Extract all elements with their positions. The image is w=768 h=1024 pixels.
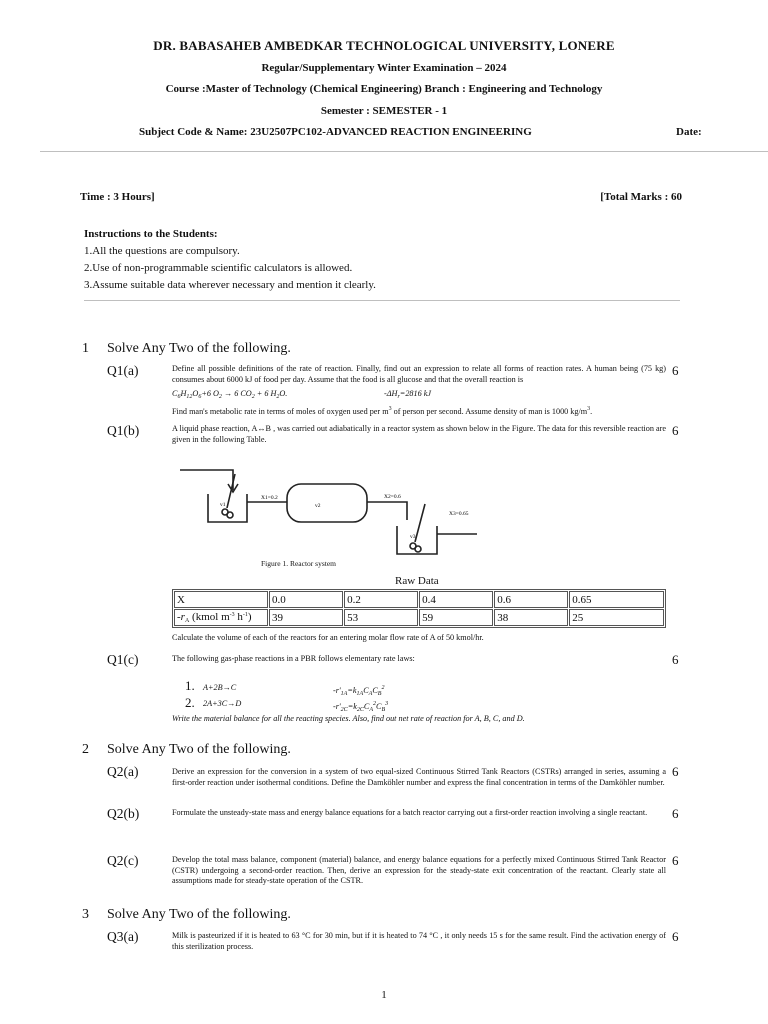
table-cell: 0.4 (419, 591, 493, 608)
instruction-item: 1.All the questions are compulsory. (84, 245, 240, 257)
university-name: DR. BABASAHEB AMBEDKAR TECHNOLOGICAL UNIVERSITY, LONERE (153, 38, 615, 53)
raw-data-table (172, 589, 666, 628)
question-label: Q1(a) (107, 363, 139, 378)
table-cell: 38 (494, 609, 568, 626)
x2-label: X2=0.6 (384, 494, 401, 500)
course-line: Course :Master of Technology (Chemical Engineering) Branch : Engineering and Technology (165, 83, 603, 95)
question-label: Q3(a) (107, 929, 139, 944)
v1-label: v1 (220, 502, 226, 508)
total-marks-label: [Total Marks : 60 (600, 191, 682, 203)
question-text: Derive an expression for the conversion in a system of two equal-sized Continuous Stirred Tank Reactors (CSTRs) arranged in series, assuming a first-order reaction under isothermal conditions. Define the Damköhler number and express the final concentration in terms of the Damköhler number. (172, 767, 666, 787)
instruction-item: 2.Use of non-programmable scientific calculators is allowed. (84, 262, 353, 274)
question-label: Q1(c) (107, 652, 139, 667)
figure-caption: Figure 1. Reactor system (261, 559, 336, 568)
reaction-number: 1. (185, 678, 195, 693)
question-text-continued: Calculate the volume of each of the reactors for an entering molar flow rate of A of 50 kmol/hr. (172, 633, 484, 642)
v2-label: v2 (315, 503, 321, 509)
subject-line: Subject Code & Name: 23U2507PC102-ADVANCED REACTION ENGINEERING (139, 126, 532, 138)
reaction-equation: 2A+3C→D (203, 699, 242, 708)
table-cell: 0.0 (269, 591, 343, 608)
question-text: Develop the total mass balance, component (material) balance, and energy balance equations for a perfectly mixed Continuous Stirred Tank Reactor (CSTR) undergoing a second-order reaction. Then, derive an expression for the steady-state exit concentration of the reactant. Clearly state all assumptions made for steady-state operation of the CSTR. (172, 855, 666, 886)
question-text: A liquid phase reaction, A↔B , was carried out adiabatically in a reactor system as shown below in the Figure. The data for this reversible reaction are given in the following Table. (172, 424, 666, 444)
table-cell: 59 (419, 609, 493, 626)
section-title: Solve Any Two of the following. (107, 907, 291, 922)
table-cell: 25 (569, 609, 664, 626)
x1-label: X1=0.2 (261, 495, 278, 501)
question-marks: 6 (672, 764, 679, 779)
reaction-number: 2. (185, 695, 195, 710)
question-text: Define all possible definitions of the rate of reaction. Finally, find out an expression to relate all forms of reaction rates. A human being (75 kg) consumes about 6000 kJ of food per day. Assume that the food is all glucose and that the overall reaction is (172, 364, 666, 384)
table-header-x: X (174, 591, 268, 608)
exam-title: Regular/Supplementary Winter Examination – 2024 (261, 62, 507, 74)
header-divider (40, 151, 768, 152)
table-cell: 53 (344, 609, 418, 626)
rate-law: $-r'_{2C}=k_{2C}C_A^2C_B^3$ (333, 701, 389, 713)
section-number: 2 (82, 742, 89, 757)
table-title: Raw Data (395, 575, 439, 587)
question-marks: 6 (672, 652, 679, 667)
question-label: Q2(a) (107, 764, 139, 779)
instructions-divider (84, 300, 680, 301)
table-cell: 0.2 (344, 591, 418, 608)
semester-line: Semester : SEMESTER - 1 (320, 105, 448, 117)
question-text-continued: Find man's metabolic rate in terms of moles of oxygen used per $m^3$ of person per second. Assume density of man is 1000 $kg/m^3$. (172, 406, 593, 416)
instruction-item: 3.Assume suitable data wherever necessary and mention it clearly. (84, 279, 376, 291)
question-text: Milk is pasteurized if it is heated to 63 °C for 30 min, but if it is heated to 74 °C , it only needs 15 s for the same result. Find the activation energy of this sterilization process. (172, 931, 666, 951)
date-label: Date: (676, 126, 702, 138)
table-row (174, 609, 664, 626)
page-number: 1 (381, 989, 387, 1001)
table-header-rate: $-r_A$ (kmol $m^{-3}$ $h^{-1}$) (174, 609, 268, 626)
section-number: 3 (82, 907, 89, 922)
question-marks: 6 (672, 853, 679, 868)
reaction-equation: $C_6H_{12}O_6+6$ $O_2 \to 6$ $CO_2 + 6$ $H_2O$. (172, 389, 288, 400)
x3-label: X3=0.65 (449, 511, 469, 517)
reaction-equation: A+2B→C (203, 683, 237, 692)
table-cell: 0.6 (494, 591, 568, 608)
table-cell: 39 (269, 609, 343, 626)
enthalpy-value: $-\Delta H_r=2816$ kJ (384, 389, 432, 400)
question-text: The following gas-phase reactions in a PBR follows elementary rate laws: (172, 654, 415, 663)
table-cell: 0.65 (569, 591, 664, 608)
rate-law: $-r'_{1A}=k_{1A}C_AC_B^2$ (333, 685, 385, 697)
v3-label: v3 (410, 534, 416, 540)
table-row (174, 591, 664, 608)
question-label: Q2(c) (107, 853, 139, 868)
section-title: Solve Any Two of the following. (107, 742, 291, 757)
instructions-title: Instructions to the Students: (84, 228, 218, 240)
time-label: Time : 3 Hours] (80, 191, 155, 203)
section-title: Solve Any Two of the following. (107, 341, 291, 356)
question-marks: 6 (672, 423, 679, 438)
question-marks: 6 (672, 363, 679, 378)
section-number: 1 (82, 341, 89, 356)
question-label: Q1(b) (107, 423, 140, 438)
question-text: Formulate the unsteady-state mass and energy balance equations for a batch reactor carrying out a first-order reaction involving a single reactant. (172, 808, 648, 817)
question-marks: 6 (672, 806, 679, 821)
question-marks: 6 (672, 929, 679, 944)
question-text-continued: Write the material balance for all the reacting species. Also, find out net rate of reaction for A, B, C, and D. (172, 714, 525, 723)
reactor-system-figure (175, 462, 485, 572)
question-label: Q2(b) (107, 806, 140, 821)
